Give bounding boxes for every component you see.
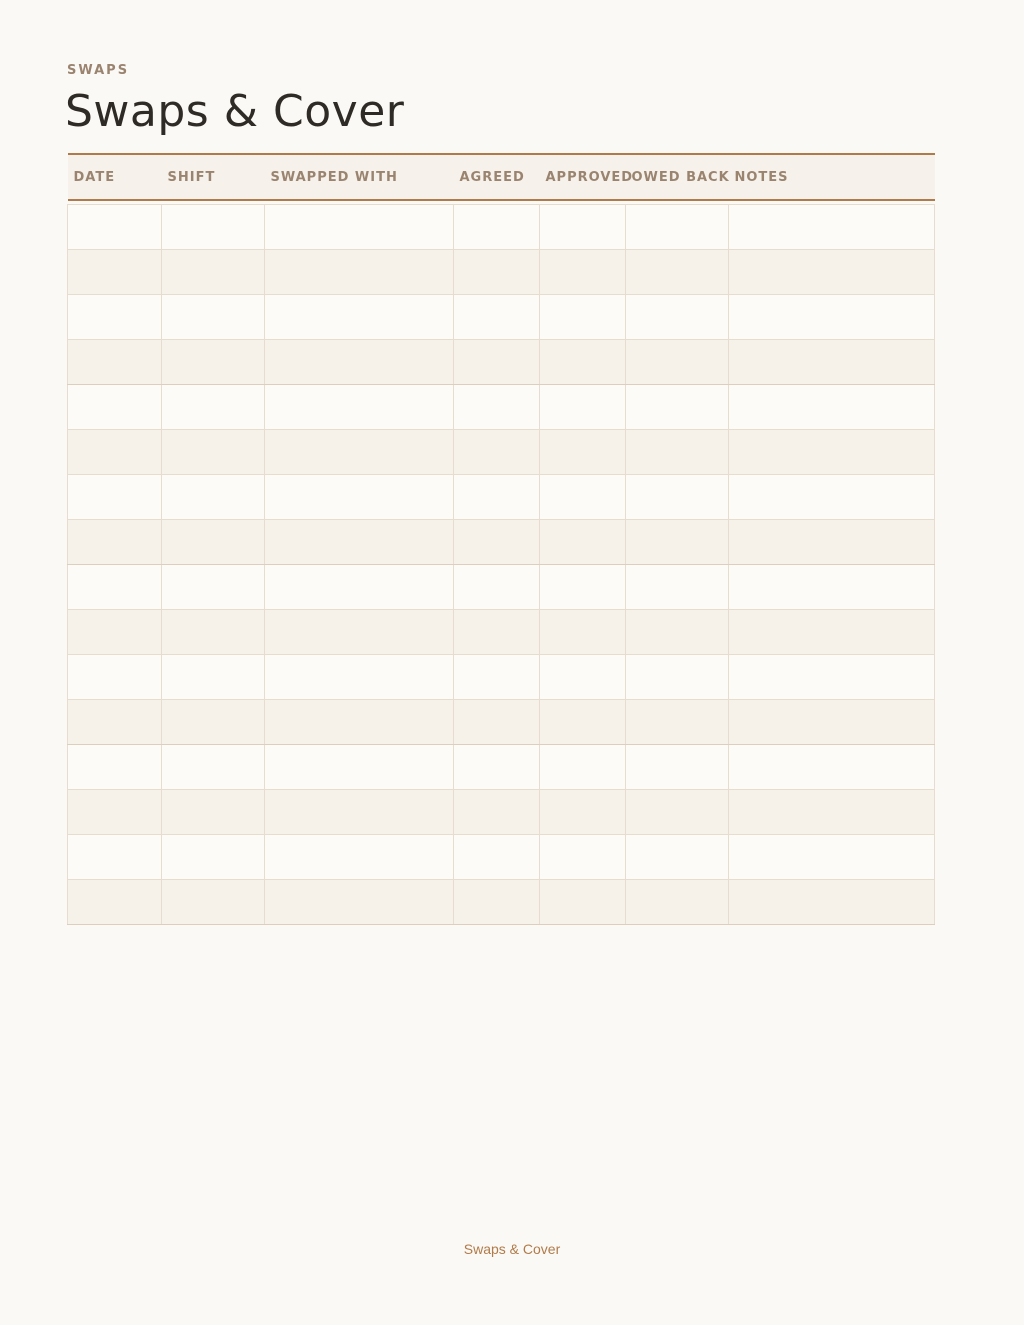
page-footer: Swaps & Cover bbox=[463, 1241, 561, 1257]
cell-shift[interactable] bbox=[162, 475, 265, 520]
cell-swapped-with[interactable] bbox=[265, 880, 454, 925]
cell-date[interactable] bbox=[68, 790, 162, 835]
cell-swapped-with[interactable] bbox=[265, 430, 454, 475]
column-header-approved: APPROVED bbox=[540, 154, 626, 200]
column-header-agreed: AGREED bbox=[454, 154, 540, 200]
table-header bbox=[68, 154, 935, 200]
table-row bbox=[68, 565, 935, 610]
cell-agreed[interactable] bbox=[454, 430, 540, 475]
cell-shift[interactable] bbox=[162, 565, 265, 610]
cell-owed-back[interactable] bbox=[626, 250, 729, 295]
cell-swapped-with[interactable] bbox=[265, 700, 454, 745]
cell-date[interactable] bbox=[68, 520, 162, 565]
cell-date[interactable] bbox=[68, 880, 162, 925]
cell-approved[interactable] bbox=[540, 745, 626, 790]
cell-agreed[interactable] bbox=[454, 790, 540, 835]
cell-notes[interactable] bbox=[729, 610, 935, 655]
cell-swapped-with[interactable] bbox=[265, 205, 454, 250]
cell-owed-back[interactable] bbox=[626, 385, 729, 430]
cell-date[interactable] bbox=[68, 835, 162, 880]
cell-agreed[interactable] bbox=[454, 610, 540, 655]
cell-agreed[interactable] bbox=[454, 880, 540, 925]
cell-notes[interactable] bbox=[729, 790, 935, 835]
cell-notes[interactable] bbox=[729, 430, 935, 475]
column-header-owed-back: OWED BACK bbox=[626, 154, 729, 200]
cell-shift[interactable] bbox=[162, 745, 265, 790]
cell-swapped-with[interactable] bbox=[265, 610, 454, 655]
page-title: Swaps & Cover bbox=[65, 86, 405, 137]
cell-owed-back[interactable] bbox=[626, 610, 729, 655]
cell-date[interactable] bbox=[68, 205, 162, 250]
swaps-log-table bbox=[67, 153, 935, 925]
cell-date[interactable] bbox=[68, 700, 162, 745]
cell-shift[interactable] bbox=[162, 430, 265, 475]
cell-owed-back[interactable] bbox=[626, 700, 729, 745]
table-row bbox=[68, 430, 935, 475]
cell-approved[interactable] bbox=[540, 295, 626, 340]
cell-approved[interactable] bbox=[540, 655, 626, 700]
cell-agreed[interactable] bbox=[454, 475, 540, 520]
cell-shift[interactable] bbox=[162, 655, 265, 700]
cell-approved[interactable] bbox=[540, 520, 626, 565]
cell-approved[interactable] bbox=[540, 835, 626, 880]
cell-agreed[interactable] bbox=[454, 250, 540, 295]
cell-notes[interactable] bbox=[729, 385, 935, 430]
cell-swapped-with[interactable] bbox=[265, 250, 454, 295]
cell-owed-back[interactable] bbox=[626, 430, 729, 475]
cell-notes[interactable] bbox=[729, 250, 935, 295]
cell-agreed[interactable] bbox=[454, 835, 540, 880]
cell-shift[interactable] bbox=[162, 700, 265, 745]
cell-date[interactable] bbox=[68, 565, 162, 610]
cell-swapped-with[interactable] bbox=[265, 520, 454, 565]
table-row bbox=[68, 655, 935, 700]
cell-date[interactable] bbox=[68, 655, 162, 700]
cell-shift[interactable] bbox=[162, 790, 265, 835]
cell-approved[interactable] bbox=[540, 385, 626, 430]
cell-notes[interactable] bbox=[729, 745, 935, 790]
cell-notes[interactable] bbox=[729, 835, 935, 880]
table-row bbox=[68, 700, 935, 745]
cell-date[interactable] bbox=[68, 475, 162, 520]
cell-notes[interactable] bbox=[729, 700, 935, 745]
table-row bbox=[68, 475, 935, 520]
cell-date[interactable] bbox=[68, 430, 162, 475]
cell-approved[interactable] bbox=[540, 205, 626, 250]
cell-date[interactable] bbox=[68, 385, 162, 430]
cell-date[interactable] bbox=[68, 745, 162, 790]
cell-date[interactable] bbox=[68, 610, 162, 655]
table-row bbox=[68, 790, 935, 835]
cell-date[interactable] bbox=[68, 250, 162, 295]
table-row bbox=[68, 250, 935, 295]
table-row bbox=[68, 295, 935, 340]
cell-approved[interactable] bbox=[540, 880, 626, 925]
cell-shift[interactable] bbox=[162, 250, 265, 295]
cell-agreed[interactable] bbox=[454, 385, 540, 430]
cell-agreed[interactable] bbox=[454, 700, 540, 745]
cell-owed-back[interactable] bbox=[626, 205, 729, 250]
table-row bbox=[68, 610, 935, 655]
cell-shift[interactable] bbox=[162, 295, 265, 340]
cell-owed-back[interactable] bbox=[626, 655, 729, 700]
column-header-date: DATE bbox=[68, 154, 162, 200]
cell-swapped-with[interactable] bbox=[265, 565, 454, 610]
cell-approved[interactable] bbox=[540, 340, 626, 385]
cell-swapped-with[interactable] bbox=[265, 340, 454, 385]
cell-notes[interactable] bbox=[729, 655, 935, 700]
cell-date[interactable] bbox=[68, 295, 162, 340]
cell-swapped-with[interactable] bbox=[265, 475, 454, 520]
cell-approved[interactable] bbox=[540, 475, 626, 520]
cell-shift[interactable] bbox=[162, 610, 265, 655]
cell-owed-back[interactable] bbox=[626, 295, 729, 340]
cell-owed-back[interactable] bbox=[626, 745, 729, 790]
cell-agreed[interactable] bbox=[454, 565, 540, 610]
cell-swapped-with[interactable] bbox=[265, 385, 454, 430]
cell-notes[interactable] bbox=[729, 205, 935, 250]
cell-notes[interactable] bbox=[729, 565, 935, 610]
cell-owed-back[interactable] bbox=[626, 475, 729, 520]
cell-approved[interactable] bbox=[540, 430, 626, 475]
cell-notes[interactable] bbox=[729, 475, 935, 520]
cell-swapped-with[interactable] bbox=[265, 790, 454, 835]
cell-shift[interactable] bbox=[162, 880, 265, 925]
table-row bbox=[68, 340, 935, 385]
cell-notes[interactable] bbox=[729, 520, 935, 565]
cell-approved[interactable] bbox=[540, 700, 626, 745]
table-row bbox=[68, 520, 935, 565]
cell-agreed[interactable] bbox=[454, 295, 540, 340]
table-row bbox=[68, 385, 935, 430]
column-header-notes: NOTES bbox=[729, 154, 935, 200]
cell-agreed[interactable] bbox=[454, 520, 540, 565]
cell-swapped-with[interactable] bbox=[265, 745, 454, 790]
table-body bbox=[68, 200, 935, 925]
table-row bbox=[68, 880, 935, 925]
cell-notes[interactable] bbox=[729, 295, 935, 340]
cell-agreed[interactable] bbox=[454, 655, 540, 700]
cell-owed-back[interactable] bbox=[626, 880, 729, 925]
cell-agreed[interactable] bbox=[454, 340, 540, 385]
cell-notes[interactable] bbox=[729, 340, 935, 385]
column-header-swapped-with: SWAPPED WITH bbox=[265, 154, 454, 200]
cell-approved[interactable] bbox=[540, 790, 626, 835]
table-row bbox=[68, 205, 935, 250]
table-row bbox=[68, 835, 935, 880]
cell-owed-back[interactable] bbox=[626, 565, 729, 610]
cell-swapped-with[interactable] bbox=[265, 295, 454, 340]
cell-approved[interactable] bbox=[540, 250, 626, 295]
cell-shift[interactable] bbox=[162, 205, 265, 250]
cell-agreed[interactable] bbox=[454, 205, 540, 250]
cell-shift[interactable] bbox=[162, 385, 265, 430]
cell-approved[interactable] bbox=[540, 565, 626, 610]
cell-owed-back[interactable] bbox=[626, 835, 729, 880]
cell-shift[interactable] bbox=[162, 520, 265, 565]
cell-owed-back[interactable] bbox=[626, 340, 729, 385]
column-header-shift: SHIFT bbox=[162, 154, 265, 200]
cell-shift[interactable] bbox=[162, 835, 265, 880]
cell-swapped-with[interactable] bbox=[265, 655, 454, 700]
cell-shift[interactable] bbox=[162, 340, 265, 385]
cell-owed-back[interactable] bbox=[626, 790, 729, 835]
cell-approved[interactable] bbox=[540, 610, 626, 655]
cell-owed-back[interactable] bbox=[626, 520, 729, 565]
cell-date[interactable] bbox=[68, 340, 162, 385]
cell-agreed[interactable] bbox=[454, 745, 540, 790]
cell-swapped-with[interactable] bbox=[265, 835, 454, 880]
cell-notes[interactable] bbox=[729, 880, 935, 925]
section-eyebrow: SWAPS bbox=[67, 63, 130, 78]
header-row bbox=[68, 154, 935, 200]
table-row bbox=[68, 745, 935, 790]
